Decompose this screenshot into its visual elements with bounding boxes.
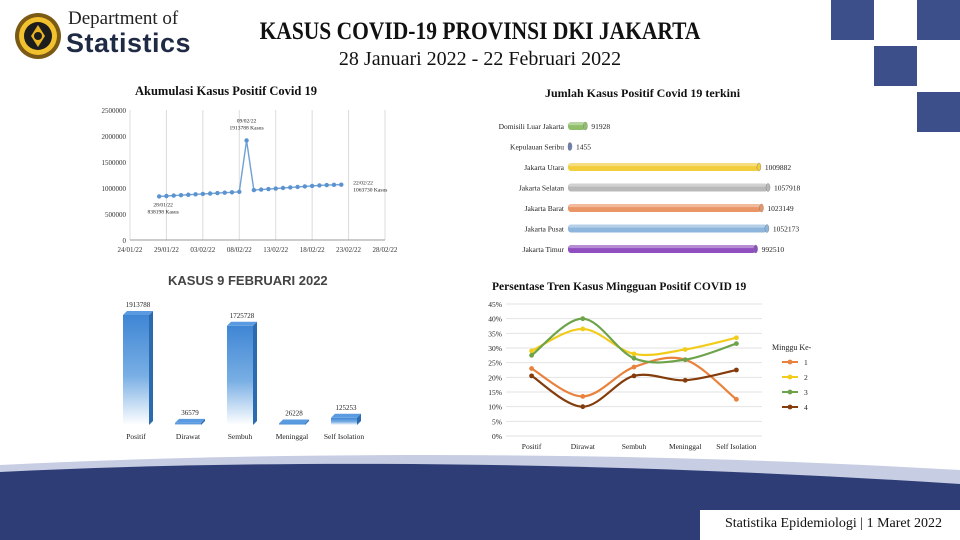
- page-subtitle: 28 Januari 2022 - 22 Februari 2022: [338, 48, 622, 70]
- legend-marker: [788, 375, 793, 380]
- category-label: Dirawat: [175, 432, 201, 441]
- category-label: Jakarta Timur: [522, 245, 564, 254]
- bar-highlight: [568, 122, 585, 125]
- bar-cap: [766, 184, 770, 192]
- data-point: [529, 373, 534, 378]
- data-label: 1023149: [767, 204, 794, 213]
- bar-7: [568, 245, 758, 253]
- y-tick-label: 500000: [105, 211, 126, 219]
- data-point: [244, 138, 248, 142]
- legend-marker: [788, 360, 793, 365]
- data-label: 1455: [576, 142, 591, 152]
- data-point: [193, 192, 197, 196]
- bar-2: [568, 143, 572, 151]
- chart1-title: Akumulasi Kasus Positif Covid 19: [135, 84, 317, 98]
- chart-akumulasi: [90, 100, 400, 260]
- legend-label: 2: [804, 373, 808, 382]
- bar-1: [123, 311, 153, 425]
- x-tick-label: 03/02/22: [190, 246, 216, 254]
- page-title: KASUS COVID-19 PROVINSI DKI JAKARTA: [259, 18, 701, 45]
- category-label: Meninggal: [275, 432, 309, 441]
- bar-1: [568, 122, 587, 130]
- bar-highlight: [568, 225, 767, 228]
- category-label: Sembuh: [227, 432, 253, 441]
- bar-front: [227, 326, 253, 425]
- chart-terkini: [480, 108, 810, 268]
- annotation-date: 28/01/22: [153, 202, 173, 209]
- data-point: [223, 190, 227, 194]
- data-point: [632, 373, 637, 378]
- bar-2: [175, 419, 205, 425]
- series-line-1: [532, 358, 737, 400]
- data-point: [580, 404, 585, 409]
- data-point: [252, 188, 256, 192]
- bar-front: [123, 315, 149, 425]
- series-line: [159, 140, 341, 196]
- category-label: Meninggal: [668, 442, 702, 451]
- x-tick-label: 08/02/22: [226, 246, 252, 254]
- data-point: [580, 327, 585, 332]
- y-tick-label: 1500000: [101, 159, 126, 167]
- bar-3: [568, 163, 761, 171]
- legend-marker: [788, 405, 793, 410]
- bar-top: [331, 414, 361, 418]
- data-point: [580, 394, 585, 399]
- data-point: [281, 186, 285, 190]
- data-point: [332, 183, 336, 187]
- y-tick-label: 30%: [488, 344, 502, 353]
- category-label: Sembuh: [621, 442, 647, 451]
- data-label: 1009882: [764, 163, 792, 172]
- bar-cap: [765, 225, 769, 233]
- bar-front: [331, 418, 357, 425]
- bar-cap: [759, 204, 763, 212]
- bar-highlight: [568, 245, 756, 248]
- data-point: [208, 191, 212, 195]
- data-point: [580, 316, 585, 321]
- data-label: 125253: [335, 403, 357, 412]
- bar-3: [227, 322, 257, 425]
- bar-highlight: [568, 163, 759, 166]
- data-point: [310, 184, 314, 188]
- decor-square: [917, 92, 960, 132]
- category-label: Positif: [126, 432, 146, 441]
- bar-side: [149, 311, 153, 425]
- chart-tren-mingguan: [470, 292, 830, 457]
- data-point: [632, 351, 637, 356]
- bar-front: [279, 423, 305, 425]
- data-point: [179, 193, 183, 197]
- category-label: Domisili Luar Jakarta: [498, 122, 564, 131]
- data-point: [266, 187, 270, 191]
- data-point: [734, 397, 739, 402]
- bar-cap: [757, 163, 761, 171]
- x-tick-label: 28/02/22: [372, 246, 398, 254]
- dept-name-line2: Statistics: [66, 28, 192, 58]
- legend-title: Minggu Ke-: [772, 343, 812, 352]
- data-label: 91928: [591, 122, 611, 131]
- category-label: Self Isolation: [716, 442, 757, 451]
- legend-label: 3: [804, 388, 808, 397]
- data-label: 26228: [285, 409, 303, 418]
- bar-5: [568, 204, 763, 212]
- data-point: [164, 194, 168, 198]
- decor-square: [917, 0, 960, 40]
- category-label: Dirawat: [570, 442, 595, 451]
- data-point: [237, 190, 241, 194]
- decor-square: [831, 0, 874, 40]
- dept-name-line1: Department of: [68, 8, 179, 29]
- y-tick-label: 2000000: [101, 133, 126, 141]
- x-tick-label: 29/01/22: [153, 246, 179, 254]
- data-point: [325, 183, 329, 187]
- data-point: [632, 365, 637, 370]
- data-point: [632, 356, 637, 361]
- data-point: [529, 366, 534, 371]
- data-point: [529, 353, 534, 358]
- bar-4: [279, 419, 309, 425]
- category-label: Jakarta Pusat: [524, 224, 564, 234]
- annotation-date: 22/02/22: [353, 180, 373, 187]
- y-tick-label: 2500000: [101, 107, 126, 115]
- y-tick-label: 40%: [488, 314, 502, 324]
- chart-kasus-9-feb: [100, 290, 400, 450]
- data-point: [683, 347, 688, 352]
- data-point: [317, 183, 321, 187]
- chart4-title: Persentase Tren Kasus Mingguan Positif COVID 19: [492, 281, 747, 293]
- category-label: Kepulauan Seribu: [510, 142, 564, 152]
- data-label: 36579: [181, 408, 199, 417]
- bar-highlight: [568, 204, 761, 207]
- chart3-title: KASUS 9 FEBRUARI 2022: [168, 273, 328, 288]
- data-point: [303, 184, 307, 188]
- y-tick-label: 15%: [488, 388, 502, 397]
- data-point: [734, 335, 739, 340]
- category-label: Self Isolation: [323, 432, 365, 441]
- x-tick-label: 24/01/22: [117, 246, 143, 254]
- annotation-text: 1063730 Kasus: [353, 187, 388, 194]
- category-label: Jakarta Barat: [524, 204, 564, 213]
- y-tick-label: 25%: [488, 358, 502, 368]
- y-tick-label: 20%: [488, 373, 502, 383]
- chart2-title: Jumlah Kasus Positif Covid 19 terkini: [545, 86, 741, 100]
- y-tick-label: 0%: [492, 432, 502, 441]
- bar-top: [175, 419, 205, 423]
- data-point: [274, 186, 278, 190]
- data-point: [186, 193, 190, 197]
- decor-square: [874, 46, 917, 86]
- data-point: [157, 194, 161, 198]
- data-point: [259, 187, 263, 191]
- data-point: [683, 357, 688, 362]
- category-label: Jakarta Selatan: [518, 183, 564, 193]
- decor-square-blank: [874, 0, 917, 40]
- data-point: [734, 368, 739, 373]
- legend-label: 4: [804, 403, 808, 412]
- y-tick-label: 45%: [488, 300, 502, 309]
- data-label: 1057918: [774, 183, 801, 193]
- bar-top: [123, 311, 153, 315]
- annotation-text: 838198 Kasus: [147, 209, 179, 216]
- category-label: Positif: [521, 442, 542, 451]
- bar-top: [227, 322, 257, 326]
- bar-front: [175, 423, 201, 425]
- bar-top: [279, 419, 309, 423]
- y-tick-label: 35%: [488, 329, 502, 339]
- data-point: [295, 185, 299, 189]
- category-label: Jakarta Utara: [524, 163, 564, 172]
- data-point: [683, 378, 688, 383]
- bar-4: [568, 184, 770, 192]
- bar-cap: [583, 122, 587, 130]
- bar-side: [253, 322, 257, 425]
- data-point: [288, 185, 292, 189]
- y-tick-label: 10%: [488, 402, 502, 412]
- university-seal-logo: [14, 12, 62, 60]
- x-tick-label: 18/02/22: [299, 246, 325, 254]
- bar-5: [331, 414, 361, 425]
- annotation-date: 09/02/22: [236, 118, 257, 125]
- bar-6: [568, 225, 769, 233]
- data-point: [230, 190, 234, 194]
- bar-cap: [568, 143, 572, 151]
- data-label: 992510: [761, 245, 785, 254]
- data-point: [734, 341, 739, 346]
- y-tick-label: 1000000: [101, 185, 126, 193]
- data-label: 1052173: [772, 224, 800, 234]
- data-point: [172, 193, 176, 197]
- y-tick-label: 5%: [492, 417, 502, 427]
- legend-label: 1: [804, 358, 808, 367]
- y-tick-label: 0: [122, 237, 126, 245]
- data-label: 1913788: [125, 300, 151, 309]
- x-tick-label: 23/02/22: [336, 246, 362, 254]
- x-tick-label: 13/02/22: [263, 246, 289, 254]
- annotation-text: 1913788 Kasus: [229, 125, 264, 132]
- bar-highlight: [568, 184, 768, 187]
- data-label: 1725728: [229, 311, 255, 320]
- footer-caption: Statistika Epidemiologi | 1 Maret 2022: [724, 516, 942, 531]
- bar-cap: [754, 245, 758, 253]
- data-point: [215, 191, 219, 195]
- data-point: [201, 192, 205, 196]
- data-point: [339, 182, 343, 186]
- legend-marker: [788, 390, 793, 395]
